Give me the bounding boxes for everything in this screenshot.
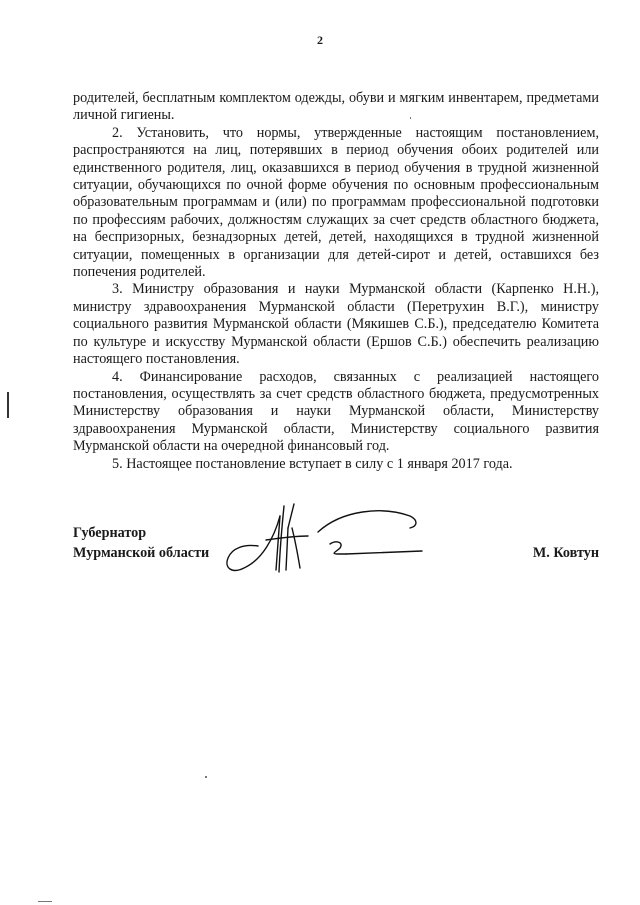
signatory-title-line2: Мурманской области (73, 545, 210, 561)
handwritten-signature (222, 498, 427, 583)
scan-speck (205, 776, 207, 778)
scan-speck (38, 901, 52, 902)
page-number: 2 (317, 33, 323, 47)
margin-scan-mark (7, 392, 9, 418)
paragraph-item-3: 3. Министру образования и науки Мурманской области (Карпенко Н.Н.), министру здравоохранения Мурманской области (Перетрухин В.Г.), министру социального развития Мурманской области (Мякишев С.Б.), председателю Комитета по культуре и искусству Мурманской области (Ершов С.Б.) обеспечить реализацию настоящего постановления. (73, 281, 599, 368)
signatory-title (73, 523, 209, 563)
document-body (73, 90, 599, 473)
paragraph-item-4: 4. Финансирование расходов, связанных с реализацией настоящего постановления, осуществлять за счет средств областного бюджета, предусмотренных Министерству образования и науки Мурманской области, Министерству здравоохранения Мурманской области, Министерству социального развития Мурманской области на очередной финансовый год. (73, 368, 599, 455)
paragraph-continued: родителей, бесплатным комплектом одежды, обуви и мягким инвентарем, предметами личной гигиены. (73, 90, 599, 124)
scan-speck (410, 117, 411, 119)
paragraph-item-2: 2. Установить, что нормы, утвержденные настоящим постановлением, распространяются на лиц, потерявших в период обучения обоих родителей или единственного родителя, лиц, оказавшихся в период обучения в трудной жизненной ситуации, обучающихся по очной форме обучения по основным профессиональным образовательным программам и (или) по программам профессиональной подготовки по профессиям рабочих, должностям служащих за счет средств областного бюджета, на беспризорных, безнадзорных детей, детей, находящихся в трудной жизненной ситуации, помещенных в организации для детей-сирот и детей, оставшихся без попечения родителей. (73, 124, 599, 281)
signatory-name: М. Ковтун (532, 545, 599, 561)
paragraph-item-5: 5. Настоящее постановление вступает в силу с 1 января 2017 года. (112, 455, 513, 472)
signatory-title-line1: Губернатор (73, 525, 147, 541)
